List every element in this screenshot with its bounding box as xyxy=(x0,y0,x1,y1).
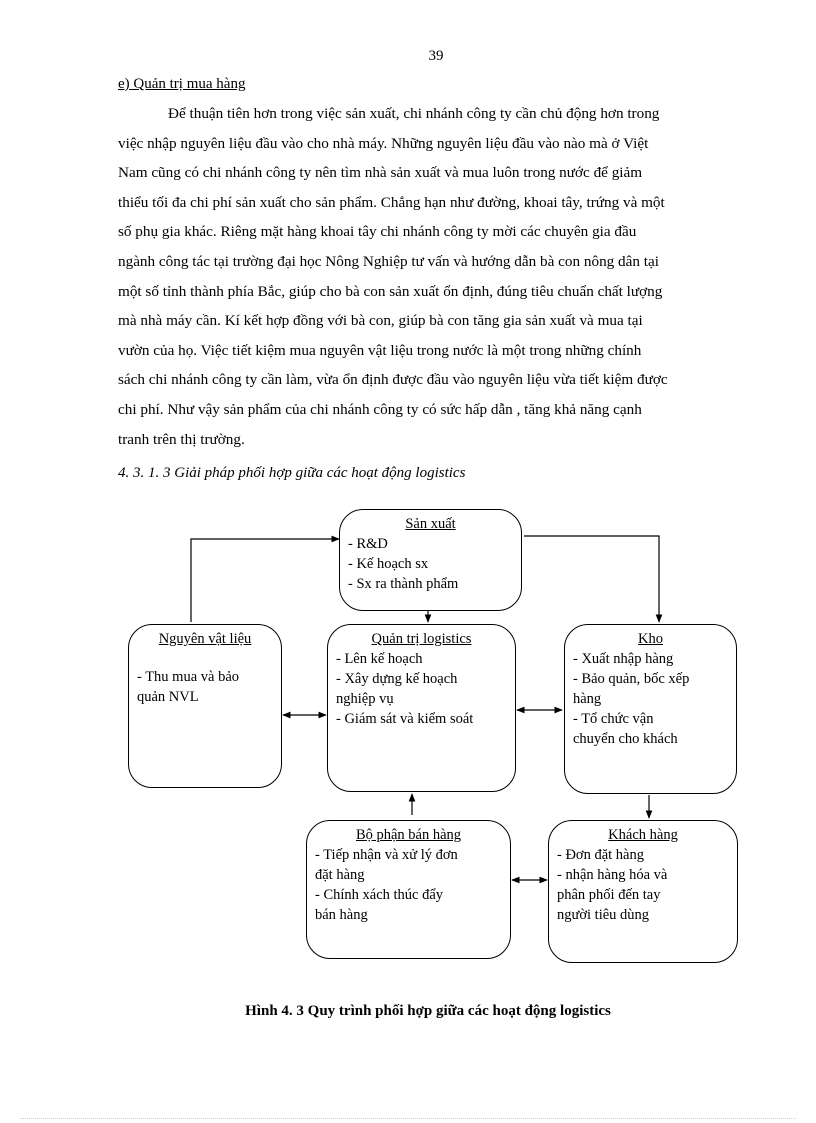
node-line: đặt hàng xyxy=(315,867,365,883)
node-line: - Thu mua và bảo xyxy=(137,669,240,685)
node-kho xyxy=(564,624,737,794)
node-line: - nhận hàng hóa và xyxy=(557,867,668,883)
node-line: - Lên kế hoạch xyxy=(336,651,423,667)
node-line: - Bảo quản, bốc xếp xyxy=(573,671,690,687)
node-line: chuyển cho khách xyxy=(573,731,678,747)
node-line: - Tổ chức vận xyxy=(573,711,654,727)
paragraph-line: một số tỉnh thành phía Bắc, giúp cho bà con sản xuất ổn định, đúng tiêu chuẩn chất lượng xyxy=(118,282,663,300)
node-nguyen-vat-lieu xyxy=(128,624,282,788)
node-line: - Tiếp nhận và xử lý đơn xyxy=(315,847,458,863)
node-title: Khách hàng xyxy=(608,827,678,843)
paragraph-line: việc nhập nguyên liệu đầu vào cho nhà máy. Những nguyên liệu đầu vào nào mà ở Việt xyxy=(118,134,649,152)
node-line: - R&D xyxy=(348,536,388,552)
arrow-san-xuat-to-kho xyxy=(524,536,659,622)
paragraph-line: tranh trên thị trường. xyxy=(118,430,245,448)
node-quan-tri-logistics xyxy=(327,624,516,792)
page-bottom-rule xyxy=(20,1118,796,1119)
node-line: - Kế hoạch sx xyxy=(348,556,429,572)
node-khach-hang xyxy=(548,820,738,963)
paragraph-line: sách chi nhánh công ty cần làm, vừa ổn định được đầu vào nguyên liệu vừa tiết kiệm được xyxy=(118,371,668,389)
node-line: - Sx ra thành phẩm xyxy=(348,576,459,592)
node-line: bán hàng xyxy=(315,907,368,923)
paragraph-line: thiểu tối đa chi phí sản xuất cho sản phẩm. Chẳng hạn như đường, khoai tây, trứng và một xyxy=(118,193,665,211)
node-line: - Xây dựng kế hoạch xyxy=(336,671,458,687)
node-san-xuat xyxy=(339,509,522,611)
node-line: quản NVL xyxy=(137,689,199,705)
body-paragraph xyxy=(118,99,740,454)
node-line: nghiệp vụ xyxy=(336,691,394,707)
page-number: 39 xyxy=(428,48,444,64)
node-line: - Xuất nhập hàng xyxy=(573,651,674,667)
paragraph-line: ngành công tác tại trường đại học Nông Nghiệp tư vấn và hướng dẫn bà con nông dân tại xyxy=(118,252,659,270)
paragraph-line: Để thuận tiên hơn trong việc sản xuất, chi nhánh công ty cần chủ động hơn trong xyxy=(168,105,660,122)
paragraph-line: chi phí. Như vậy sản phẩm của chi nhánh công ty có sức hấp dẫn , tăng khả năng cạnh xyxy=(118,400,642,418)
node-title: Sản xuất xyxy=(405,516,456,532)
node-title: Nguyên vật liệu xyxy=(158,631,252,647)
node-title: Quản trị logistics xyxy=(371,631,472,647)
arrow-nvl-to-san-xuat xyxy=(191,539,339,622)
node-bo-phan-ban-hang xyxy=(306,820,511,959)
node-line: - Giám sát và kiểm soát xyxy=(336,711,474,727)
node-title: Bộ phận bán hàng xyxy=(355,827,462,843)
node-line: hàng xyxy=(573,691,602,707)
node-line: - Đơn đặt hàng xyxy=(557,847,644,863)
figure-caption: Hình 4. 3 Quy trình phối hợp giữa các hoạt động logistics xyxy=(245,1003,611,1019)
node-line: phân phối đến tay xyxy=(557,887,661,903)
node-line: người tiêu dùng xyxy=(557,907,650,923)
paragraph-line: mà nhà máy cần. Kí kết hợp đồng với bà con, giúp bà con tăng gia sản xuất và mua tại xyxy=(118,312,643,330)
node-title: Kho xyxy=(638,631,663,647)
paragraph-line: số phụ gia khác. Riêng mặt hàng khoai tây chi nhánh công ty mời các chuyên gia đầu xyxy=(118,223,637,241)
paragraph-line: Nam cũng có chi nhánh công ty nên tìm nhà sản xuất và mua luôn trong nước để giảm xyxy=(118,164,643,182)
section-heading: e) Quản trị mua hàng xyxy=(118,76,246,92)
subsection-heading: 4. 3. 1. 3 Giải pháp phối hợp giữa các hoạt động logistics xyxy=(118,465,466,481)
paragraph-line: vườn của họ. Việc tiết kiệm mua nguyên vật liệu trong nước là một trong những chính xyxy=(118,341,642,359)
node-line: - Chính xách thúc đẩy xyxy=(315,887,444,903)
